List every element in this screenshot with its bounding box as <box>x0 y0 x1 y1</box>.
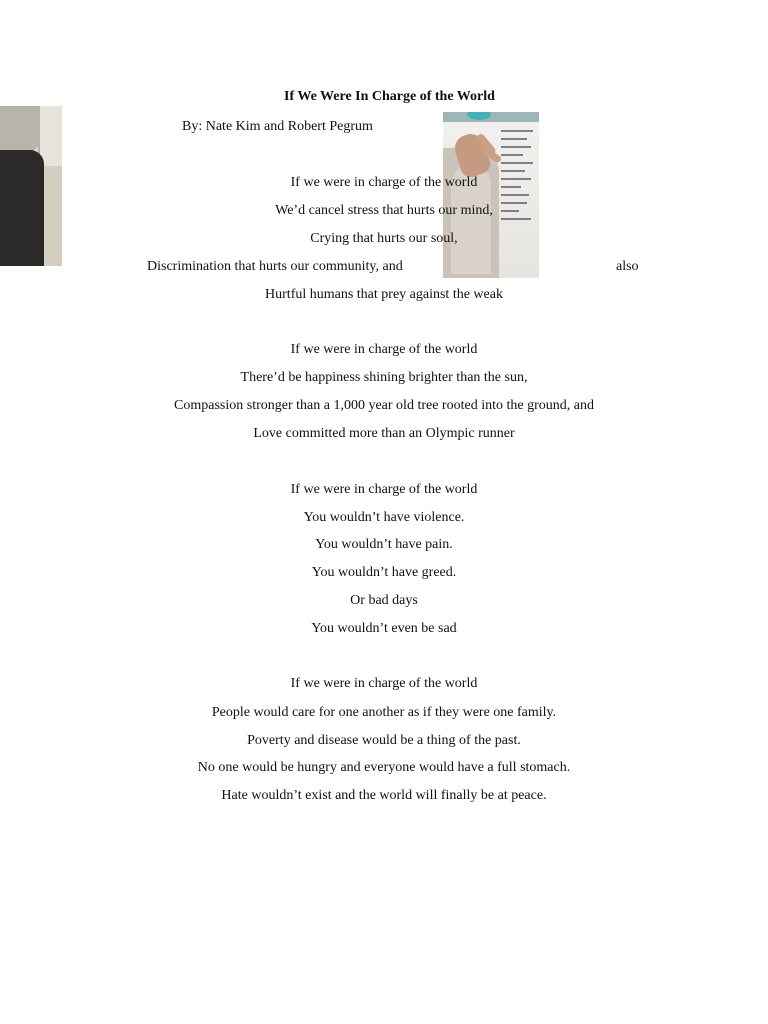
stanza3-line4: You wouldn’t have greed. <box>311 565 457 580</box>
stanza4-line3: Poverty and disease would be a thing of the past. <box>247 733 521 748</box>
stanza4-line2: People would care for one another as if they were one family. <box>211 705 557 720</box>
stanza1-line5: Hurtful humans that prey against the weak <box>265 287 503 302</box>
stanza2-line4: Love committed more than an Olympic runner <box>253 426 515 441</box>
stanza4-line4: No one would be hungry and everyone would have a full stomach. <box>197 760 571 775</box>
stanza1-line4: Discrimination that hurts our community, and <box>147 259 403 274</box>
photo-whiteboard-hand <box>443 112 539 278</box>
poem-title: If We Were In Charge of the World <box>284 89 495 104</box>
stanza4-line1: If we were in charge of the world <box>290 676 478 691</box>
stanza1-line4-end: also <box>616 259 639 274</box>
stanza4-line5: Hate wouldn’t exist and the world will finally be at peace. <box>221 788 547 803</box>
stanza1-line2: We’d cancel stress that hurts our mind, <box>275 203 493 218</box>
stanza1-line3: Crying that hurts our soul, <box>310 231 458 246</box>
stanza3-line1: If we were in charge of the world <box>290 482 478 497</box>
stanza3-line6: You wouldn’t even be sad <box>311 621 457 636</box>
stanza1-line1: If we were in charge of the world <box>290 175 478 190</box>
stanza3-line5: Or bad days <box>350 593 418 608</box>
byline: By: Nate Kim and Robert Pegrum <box>182 119 373 134</box>
stanza3-line3: You wouldn’t have pain. <box>315 537 453 552</box>
stanza2-line3: Compassion stronger than a 1,000 year old tree rooted into the ground, and <box>174 398 594 413</box>
stanza2-line1: If we were in charge of the world <box>290 342 478 357</box>
stanza3-line2: You wouldn’t have violence. <box>303 510 465 525</box>
stanza2-line2: There’d be happiness shining brighter than the sun, <box>240 370 528 385</box>
